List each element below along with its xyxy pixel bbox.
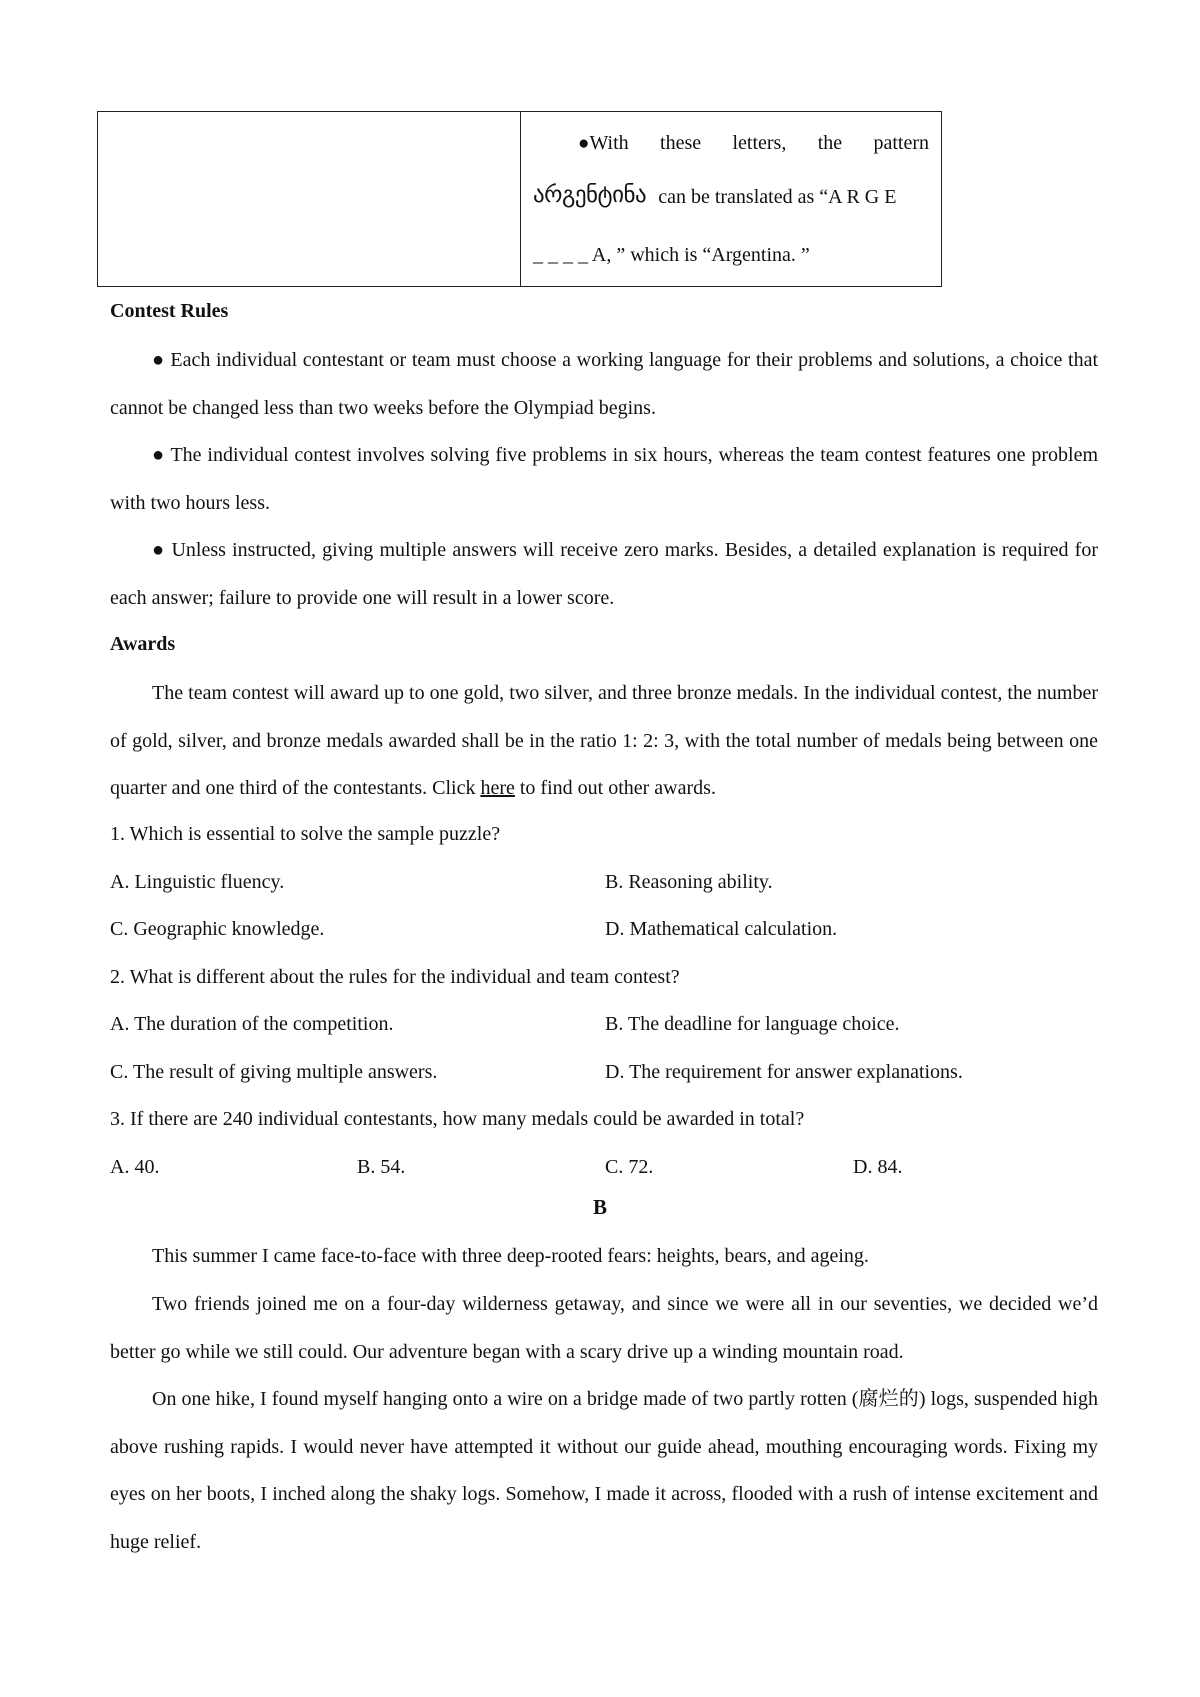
georgian-pattern: არგენტინა [533,182,647,208]
table-word: these [660,132,702,154]
question-1-option-a[interactable]: A. Linguistic fluency. [110,871,285,893]
question-2-option-b[interactable]: B. The deadline for language choice. [605,1013,900,1035]
question-3-stem: 3. If there are 240 individual contestants, how many medals could be awarded in total? [110,1108,805,1130]
question-2-stem: 2. What is different about the rules for the individual and team contest? [110,966,680,988]
bullet-icon: ● [152,444,165,466]
question-3-option-a[interactable]: A. 40. [110,1156,160,1178]
bullet-icon: ● [152,349,165,371]
question-1-option-d[interactable]: D. Mathematical calculation. [605,918,838,940]
passage-paragraph: This summer I came face-to-face with three deep-rooted fears: heights, bears, and ageing. [152,1245,869,1267]
passage-paragraph: Two friends joined me on a four-day wilderness getaway, and since we were all in our seventies, we decided we’d better go while we still could. Our adventure began with a scary drive up a winding mountain road. [110,1293,1098,1363]
rule-item [110,527,1098,622]
table-right-cell [521,112,941,286]
awards-heading: Awards [110,633,176,655]
table-line-2-text: can be translated as “A R G E [658,186,897,208]
rule-item [110,432,1098,527]
table-word: With [589,132,629,154]
awards-paragraph: The team contest will award up to one gold, two silver, and three bronze medals. In the individual contest, the number of gold, silver, and bronze medals awarded shall be in the ratio 1: 2: 3, with the total number of medals being between one quarter and one third of the contestants. Click here to find out other awards. [110,682,1098,799]
question-1-option-b[interactable]: B. Reasoning ability. [605,871,773,893]
table-word: pattern [873,132,929,154]
rule-item [110,337,1098,432]
table-left-cell [98,112,521,286]
question-3-option-b[interactable]: B. 54. [357,1156,406,1178]
question-3-option-d[interactable]: D. 84. [853,1156,903,1178]
bullet-icon: ● [152,539,166,561]
question-2-option-d[interactable]: D. The requirement for answer explanations. [605,1061,963,1083]
question-2-option-c[interactable]: C. The result of giving multiple answers. [110,1061,438,1083]
bullet-icon: ● [578,133,590,154]
contest-rules-heading: Contest Rules [110,300,229,322]
sample-puzzle-table [97,111,942,287]
table-word: the [817,132,843,154]
table-line-3: _ _ _ _ A, ” which is “Argentina. ” [533,244,810,266]
question-3-option-c[interactable]: C. 72. [605,1156,654,1178]
rule-text: Unless instructed, giving multiple answers will receive zero marks. Besides, a detailed explanation is required for each answer; failure to provide one will result in a lower score. [110,539,1099,609]
rule-text: The individual contest involves solving five problems in six hours, whereas the team contest features one problem with two hours less. [110,444,1099,514]
table-word: letters, [732,132,787,154]
question-2-option-a[interactable]: A. The duration of the competition. [110,1013,394,1035]
other-awards-link[interactable]: here [480,777,515,799]
section-b-label: B [592,1195,607,1219]
question-1-option-c[interactable]: C. Geographic knowledge. [110,918,325,940]
rule-text: Each individual contestant or team must choose a working language for their problems and solutions, a choice that cannot be changed less than two weeks before the Olympiad begins. [110,349,1099,419]
table-line-1 [533,132,929,155]
passage-paragraph: On one hike, I found myself hanging onto a wire on a bridge made of two partly rotten (腐烂的) logs, suspended high above rushing rapids. I would never have attempted it without our guide ahead, mouthing encouraging words. Fixing my eyes on her boots, I inched along the shaky logs. Somehow, I made it across, flooded with a rush of intense excitement and huge relief. [110,1388,1098,1553]
question-1-stem: 1. Which is essential to solve the sample puzzle? [110,823,501,845]
table-line-2 [533,182,929,209]
